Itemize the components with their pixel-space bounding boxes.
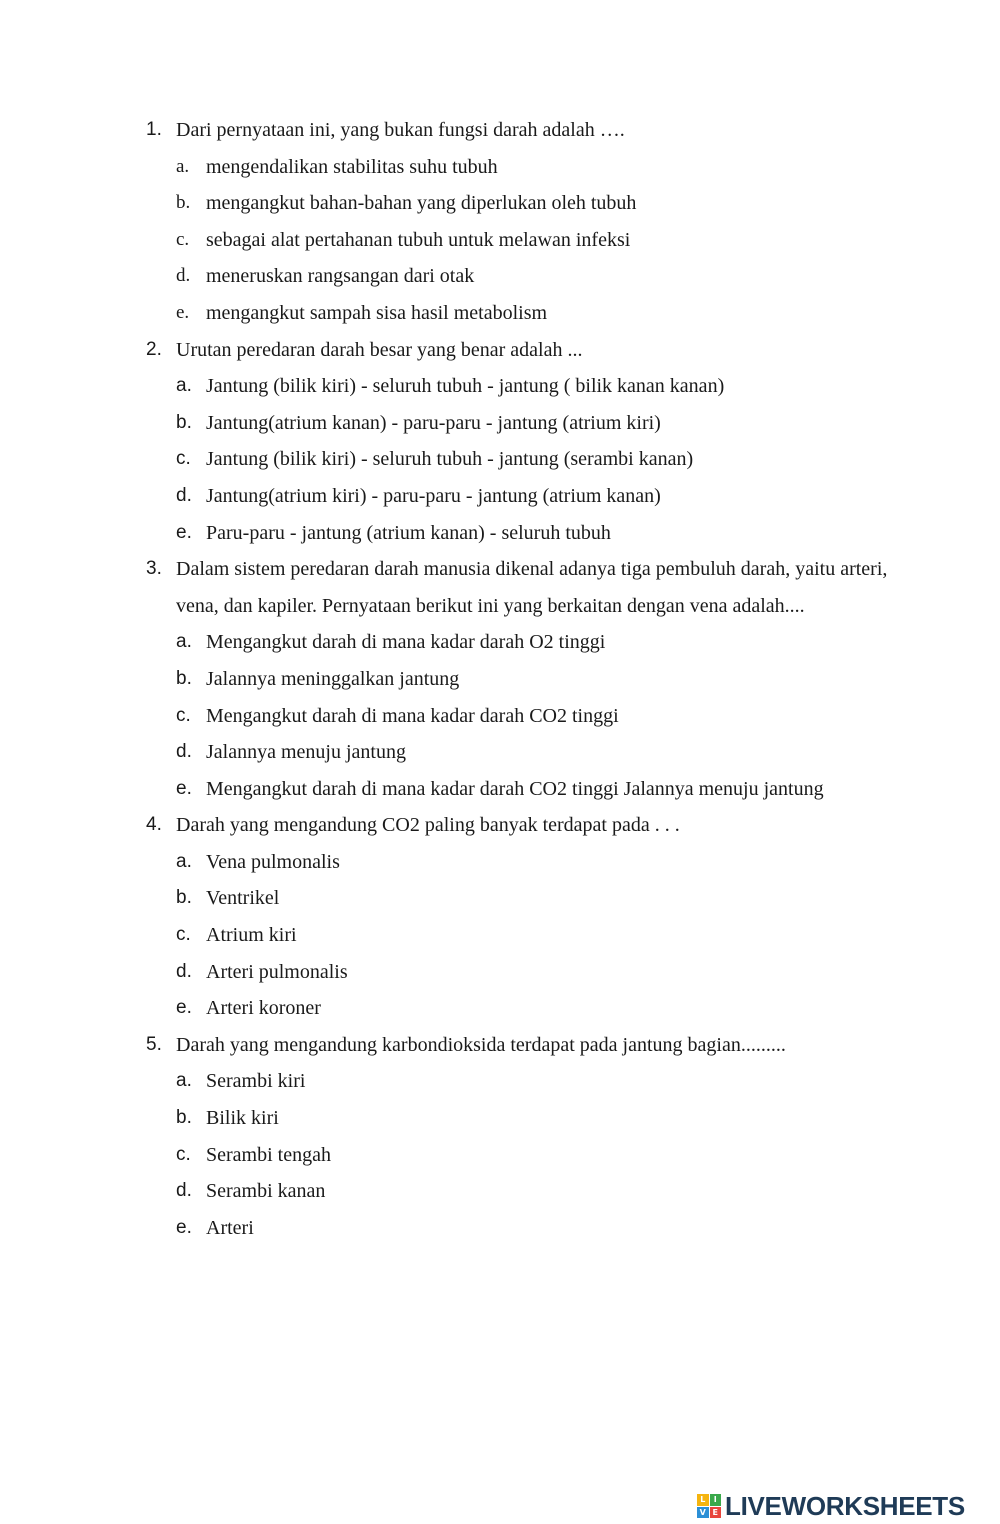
question-5: [146, 1027, 906, 1247]
option-text: meneruskan rangsangan dari otak: [206, 265, 475, 288]
question-3: [146, 551, 906, 807]
option-letter: d.: [176, 960, 192, 982]
option-2-a: [176, 368, 906, 405]
option-letter: e.: [176, 521, 192, 543]
question-row: [146, 332, 906, 369]
option-text: Jantung (bilik kiri) - seluruh tubuh - jantung (serambi kanan): [206, 448, 694, 471]
option-text: Jantung(atrium kiri) - paru-paru - jantung (atrium kanan): [206, 484, 661, 507]
option-letter: b.: [176, 887, 192, 909]
option-letter: a.: [176, 631, 192, 653]
option-text: mengangkut sampah sisa hasil metabolism: [206, 301, 548, 324]
option-letter: b.: [176, 667, 192, 689]
option-5-d: [176, 1173, 906, 1210]
option-text: Vena pulmonalis: [206, 850, 340, 873]
option-text: Arteri: [206, 1216, 254, 1239]
question-text: Darah yang mengandung karbondioksida terdapat pada jantung bagian.........: [176, 1033, 786, 1056]
option-1-e: [176, 295, 906, 332]
option-2-e: [176, 515, 906, 552]
option-3-a: [176, 624, 906, 661]
question-1: [146, 112, 906, 332]
logo-tile-v: V: [697, 1507, 709, 1519]
question-number: 2.: [146, 338, 162, 360]
option-4-b: [176, 880, 906, 917]
option-2-c: [176, 441, 906, 478]
logo-tile-l: L: [697, 1494, 709, 1506]
option-3-e: [176, 771, 906, 808]
question-number: 5.: [146, 1033, 162, 1055]
option-letter: c.: [176, 448, 191, 470]
question-number: 3.: [146, 558, 162, 580]
logo-tile-i: I: [710, 1494, 722, 1506]
option-4-d: [176, 954, 906, 991]
option-letter: c.: [176, 228, 190, 250]
option-text: Atrium kiri: [206, 924, 297, 947]
option-1-c: [176, 222, 906, 259]
option-letter: a.: [176, 1070, 192, 1092]
option-text: Serambi kanan: [206, 1180, 326, 1203]
question-4: [146, 807, 906, 1027]
option-letter: d.: [176, 484, 192, 506]
option-letter: b.: [176, 1107, 192, 1129]
option-letter: d.: [176, 741, 192, 763]
option-text: Jantung (bilik kiri) - seluruh tubuh - jantung ( bilik kanan kanan): [206, 375, 725, 398]
option-list: [146, 1063, 906, 1246]
option-letter: b.: [176, 411, 192, 433]
option-letter: d.: [176, 265, 191, 287]
option-5-b: [176, 1100, 906, 1137]
question-row: [146, 551, 906, 624]
brand-name: LIVEWORKSHEETS: [725, 1490, 965, 1521]
option-4-a: [176, 844, 906, 881]
option-letter: e.: [176, 777, 192, 799]
question-text: Darah yang mengandung CO2 paling banyak terdapat pada . . .: [176, 814, 680, 837]
option-5-a: [176, 1063, 906, 1100]
option-4-c: [176, 917, 906, 954]
question-text: Urutan peredaran darah besar yang benar adalah ...: [176, 338, 583, 361]
option-3-c: [176, 698, 906, 735]
option-list: [146, 149, 906, 332]
option-1-b: [176, 185, 906, 222]
question-list: [146, 112, 906, 1246]
question-row: [146, 1027, 906, 1064]
option-letter: d.: [176, 1180, 192, 1202]
option-letter: c.: [176, 924, 191, 946]
option-text: Paru-paru - jantung (atrium kanan) - seluruh tubuh: [206, 521, 611, 544]
question-text: Dari pernyataan ini, yang bukan fungsi darah adalah ….: [176, 119, 625, 141]
option-letter: a.: [176, 375, 192, 397]
option-text: Serambi kiri: [206, 1070, 306, 1093]
option-text: Jalannya menuju jantung: [206, 741, 406, 764]
option-text: sebagai alat pertahanan tubuh untuk melawan infeksi: [206, 228, 631, 251]
option-letter: a.: [176, 850, 192, 872]
option-text: Arteri pulmonalis: [206, 960, 348, 983]
option-4-e: [176, 990, 906, 1027]
liveworksheets-watermark: [697, 1490, 965, 1522]
option-3-d: [176, 734, 906, 771]
option-2-b: [176, 405, 906, 442]
option-text: Mengangkut darah di mana kadar darah O2 tinggi: [206, 631, 606, 654]
option-3-b: [176, 661, 906, 698]
option-list: [146, 368, 906, 551]
option-5-e: [176, 1210, 906, 1247]
question-2: [146, 332, 906, 552]
option-letter: e.: [176, 301, 190, 323]
option-letter: b.: [176, 192, 191, 214]
option-2-d: [176, 478, 906, 515]
question-text: Dalam sistem peredaran darah manusia dikenal adanya tiga pembuluh darah, yaitu arteri, vena, dan kapiler. Pernyataan berikut ini yang berkaitan dengan vena adalah....: [176, 558, 888, 617]
option-letter: e.: [176, 1216, 192, 1238]
logo-tile-e: E: [710, 1507, 722, 1519]
option-text: Ventrikel: [206, 887, 280, 910]
question-number: 4.: [146, 814, 162, 836]
option-5-c: [176, 1137, 906, 1174]
option-text: Bilik kiri: [206, 1107, 279, 1130]
liveworksheets-logo-icon: [697, 1494, 721, 1518]
question-row: [146, 112, 906, 149]
option-list: [146, 844, 906, 1027]
option-1-a: [176, 149, 906, 186]
option-text: Jalannya meninggalkan jantung: [206, 667, 460, 690]
option-letter: a.: [176, 155, 190, 177]
option-letter: c.: [176, 1143, 191, 1165]
option-text: Mengangkut darah di mana kadar darah CO2 tinggi Jalannya menuju jantung: [206, 777, 824, 800]
option-text: mengendalikan stabilitas suhu tubuh: [206, 155, 498, 178]
question-row: [146, 807, 906, 844]
option-text: Jantung(atrium kanan) - paru-paru - jantung (atrium kiri): [206, 411, 661, 434]
option-text: Mengangkut darah di mana kadar darah CO2 tinggi: [206, 704, 619, 727]
option-text: Serambi tengah: [206, 1143, 331, 1166]
option-text: Arteri koroner: [206, 997, 321, 1020]
option-letter: e.: [176, 997, 192, 1019]
option-list: [146, 624, 906, 807]
option-text: mengangkut bahan-bahan yang diperlukan oleh tubuh: [206, 192, 637, 215]
option-letter: c.: [176, 704, 191, 726]
option-1-d: [176, 258, 906, 295]
question-number: 1.: [146, 119, 162, 140]
